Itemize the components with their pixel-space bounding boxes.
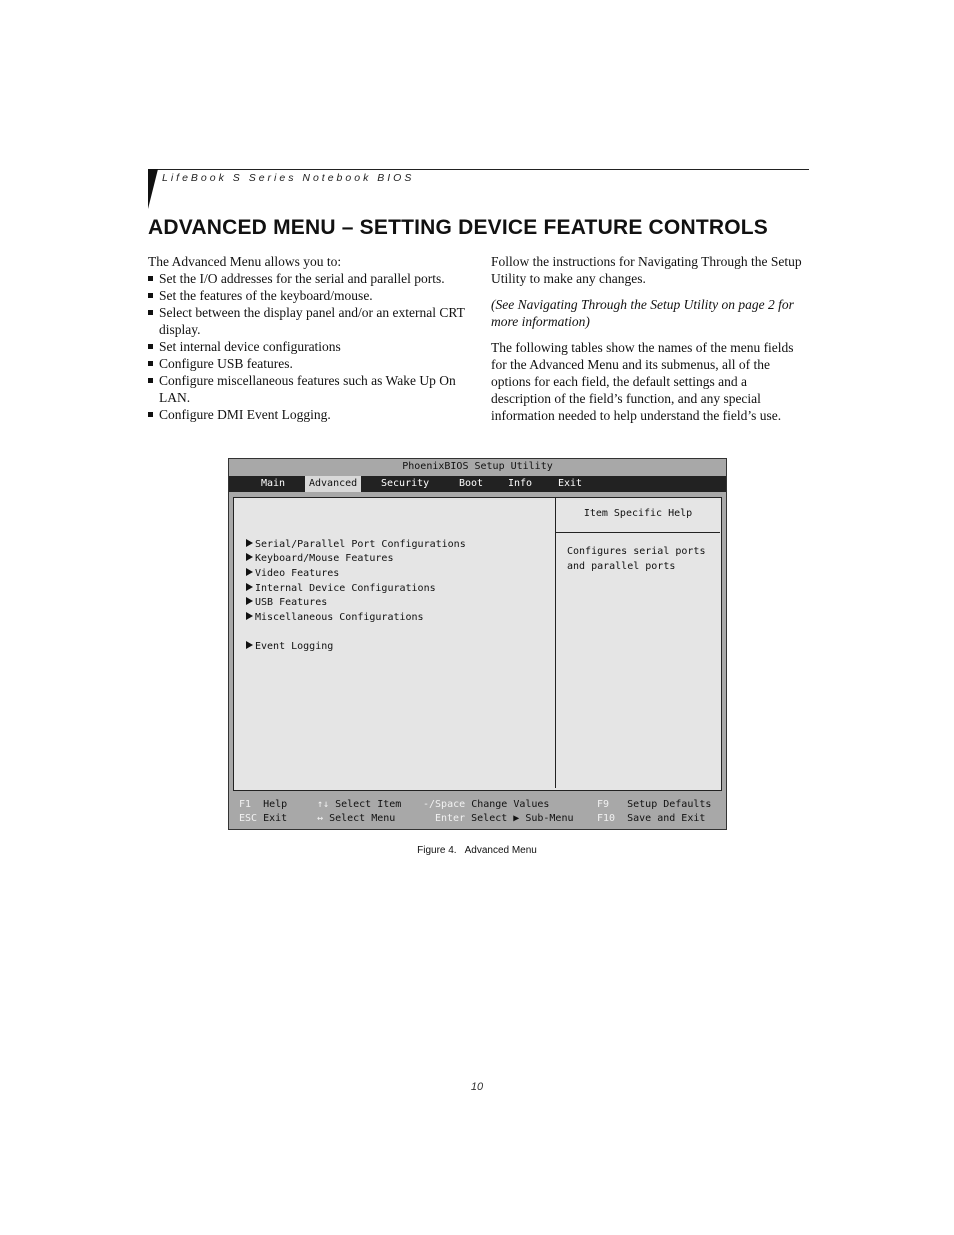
menu-item-serial-parallel[interactable]: Serial/Parallel Port Configurations: [246, 538, 466, 552]
list-item: Select between the display panel and/or an external CRT display.: [148, 304, 473, 338]
key-exit: ESC Exit: [239, 813, 288, 824]
panel-divider: [555, 498, 556, 788]
menu-item-miscellaneous[interactable]: Miscellaneous Configurations: [246, 611, 424, 625]
bios-key-legend: [229, 795, 726, 829]
tab-advanced[interactable]: Advanced: [305, 476, 361, 492]
help-panel-text: Configures serial ports and parallel ports: [567, 546, 706, 572]
list-item: Set the I/O addresses for the serial and parallel ports.: [148, 270, 473, 287]
left-column: [148, 253, 473, 423]
key-change-values: -/Space Change Values: [423, 799, 550, 810]
bios-screen: [228, 458, 727, 830]
key-save-exit: F10 Save and Exit: [597, 813, 706, 824]
menu-item-keyboard-mouse[interactable]: Keyboard/Mouse Features: [246, 552, 393, 566]
right-column: [491, 253, 809, 424]
key-help: F1 Help: [239, 799, 288, 810]
figure-caption: Figure 4. Advanced Menu: [417, 845, 537, 856]
see-also-paragraph: (See Navigating Through the Setup Utility on page 2 for more information): [491, 297, 794, 329]
submenu-arrow-icon: [246, 597, 253, 605]
help-title-divider: [556, 532, 720, 533]
menu-item-internal-device[interactable]: Internal Device Configurations: [246, 582, 436, 596]
bullet-icon: [148, 361, 153, 366]
help-panel-title: Item Specific Help: [583, 508, 693, 519]
key-select-menu: ↔ Select Menu: [317, 813, 396, 824]
submenu-arrow-icon: [246, 568, 253, 576]
page-number: 10: [470, 1081, 484, 1093]
bullet-icon: [148, 276, 153, 281]
submenu-arrow-icon: [246, 539, 253, 547]
tab-main[interactable]: Main: [261, 478, 286, 489]
submenu-arrow-icon: [246, 553, 253, 561]
tab-security[interactable]: Security: [381, 478, 430, 489]
menu-item-usb[interactable]: USB Features: [246, 596, 327, 610]
list-item: Set the features of the keyboard/mouse.: [148, 287, 473, 304]
menu-item-event-logging[interactable]: Event Logging: [246, 640, 333, 654]
submenu-arrow-icon: [246, 583, 253, 591]
intro-text: The Advanced Menu allows you to:: [148, 254, 342, 269]
menu-item-video[interactable]: Video Features: [246, 567, 339, 581]
section-title: ADVANCED MENU – SETTING DEVICE FEATURE CONTROLS: [148, 216, 768, 239]
tab-boot[interactable]: Boot: [459, 478, 484, 489]
feature-list: [148, 270, 473, 423]
key-setup-defaults: F9 Setup Defaults: [597, 799, 712, 810]
bullet-icon: [148, 344, 153, 349]
tables-description-paragraph: The following tables show the names of the menu fields for the Advanced Menu and its submenus, all of the options for each field, the default settings and a description of the field’s function, and any special information needed to help understand the field’s use.: [491, 340, 794, 423]
tab-info[interactable]: Info: [508, 478, 533, 489]
bullet-icon: [148, 378, 153, 383]
key-select-item: ↑↓ Select Item: [317, 799, 402, 810]
list-item: Set internal device configurations: [148, 338, 473, 355]
tab-exit[interactable]: Exit: [558, 478, 583, 489]
running-header: LifeBook S Series Notebook BIOS: [162, 172, 415, 184]
bios-main-panel: [233, 497, 722, 791]
bios-title: PhoenixBIOS Setup Utility: [229, 459, 726, 475]
header-rule: [148, 169, 809, 170]
bullet-icon: [148, 310, 153, 315]
list-item: Configure miscellaneous features such as Wake Up On LAN.: [148, 372, 473, 406]
bios-menu-bar: [229, 476, 726, 492]
list-item: Configure USB features.: [148, 355, 473, 372]
header-corner-mark: [148, 169, 158, 209]
key-select-submenu: Enter Select ▶ Sub-Menu: [435, 813, 574, 824]
instructions-paragraph: Follow the instructions for Navigating Through the Setup Utility to make any changes.: [491, 254, 802, 286]
submenu-arrow-icon: [246, 641, 253, 649]
bullet-icon: [148, 293, 153, 298]
bullet-icon: [148, 412, 153, 417]
list-item: Configure DMI Event Logging.: [148, 406, 473, 423]
submenu-arrow-icon: [246, 612, 253, 620]
